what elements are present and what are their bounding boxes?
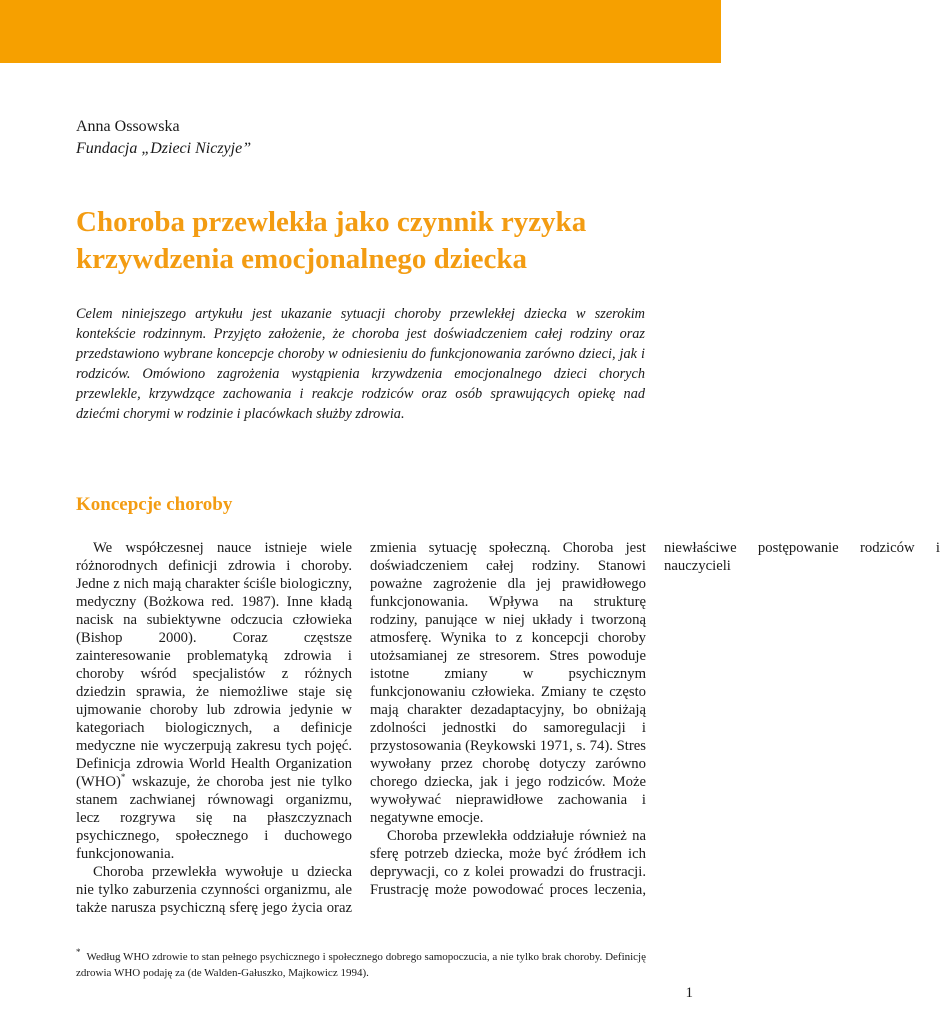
- author-affiliation: Fundacja „Dzieci Niczyje”: [76, 140, 252, 157]
- author-name: Anna Ossowska: [76, 118, 180, 135]
- page-number: 1: [685, 985, 693, 1001]
- header-color-bar: [0, 0, 721, 63]
- footnote-reference: *: [120, 772, 126, 783]
- body-paragraph: Choroba przewlekła wywołuje u dziecka nie tylko zaburzenia czynności organizmu, ale także narusza psychiczną sferę jego życia oraz zmienia sytuację społeczną. Choroba jest doświadczeniem całej rodziny. Stanowi poważne zagrożenie dla jej prawidłowego funkcjonowania. Wpływa na strukturę rodziny, panujące w niej układy i tworzoną atmosferę. Wynika to z koncepcji choroby utożsamianej ze stresorem. Stres powoduje istotne zmiany w psychicznym funkcjonowaniu człowieka. Zmiany te często mają charakter dezadaptacyjny, bo obniżają zdolności jednostki do samoregulacji i przystosowania (Reykowski 1971, s. 74). Stres wywołany przez chorobę dotyczy zarówno chorego dziecka, jak i jego rodziców. Może wywoływać nieprawidłowe zachowania i negatywne emocje.: [76, 540, 646, 916]
- article-title: Choroba przewlekła jako czynnik ryzyka krzywdzenia emocjonalnego dziecka: [76, 206, 587, 275]
- section-heading: Koncepcje choroby: [76, 494, 233, 515]
- paragraph-text: wskazuje, że choroba jest nie tylko stanem zachwianej równowagi organizmu, lecz rozgrywa się na płaszczyznach psychicznego, społecznego i duchowego funkcjonowania.: [76, 774, 352, 862]
- body-paragraph: [76, 539, 352, 863]
- body-paragraph: Choroba przewlekła oddziałuje również na sferę potrzeb dziecka, może być źródłem ich deprywacji, co z kolei prowadzi do frustracji. Frustrację może powodować proces leczenia, niewłaściwe postępowanie rodziców i nauczycieli: [370, 540, 940, 898]
- paragraph-text: We współczesnej nauce istnieje wiele różnorodnych definicji zdrowia i choroby. Jedne z nich mają charakter ściśle biologiczny, medyczny (Bożkowa red. 1987). Inne kładą nacisk na subiektywne odczucia człowieka (Bishop 2000). Coraz częstsze zainteresowanie problematyką zdrowia i choroby wśród specjalistów z różnych dziedzin sprawia, że niemożliwe staje się ujmowanie choroby lub zdrowia jedynie w kategoriach biologicznych, a definicje medyczne nie wyczerpują zakresu tych pojęć. Definicja zdrowia World Health Organization (WHO): [76, 540, 352, 790]
- footnote-marker: *: [76, 947, 81, 958]
- body-columns: [76, 539, 940, 929]
- article-abstract: Celem niniejszego artykułu jest ukazanie sytuacji choroby przewlekłej dziecka w szerokim kontekście rodzinnym. Przyjęto założenie, że choroba jest doświadczeniem całej rodziny oraz przedstawiono wybrane koncepcje choroby w odniesieniu do funkcjonowania zarówno dzieci, jak i rodziców. Omówiono zagrożenia wystąpienia krzywdzenia emocjonalnego dzieci chorych przewlekle, krzywdzące zachowania i reakcje rodziców oraz osób sprawujących opiekę nad dziećmi chorymi w rodzinie i placówkach służby zdrowia.: [76, 306, 645, 422]
- footnote: [76, 949, 646, 981]
- footnote-text: Według WHO zdrowie to stan pełnego psychicznego i społecznego dobrego samopoczucia, a nie tylko brak choroby. Definicję zdrowia WHO podaję za (de Walden-Gałuszko, Majkowicz 1994).: [76, 951, 646, 979]
- author-block: [76, 116, 251, 160]
